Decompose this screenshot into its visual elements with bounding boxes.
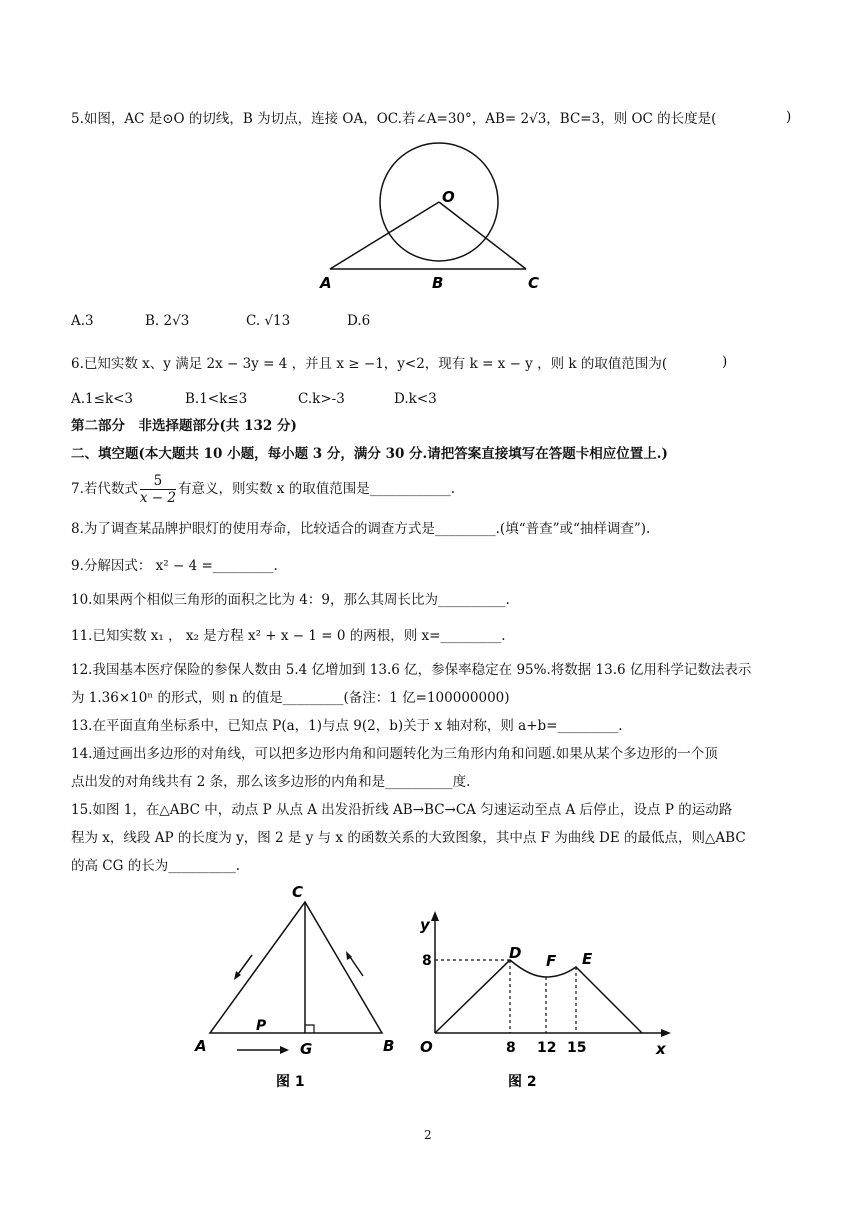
caption-fig2: 图 2: [508, 1074, 537, 1090]
label-b: B: [383, 1037, 395, 1055]
q11: 11.已知实数 x₁ ， x₂ 是方程 x² + x − 1 = 0 的两根，则 x=_________.: [71, 628, 506, 644]
q5-stem: 5.如图，AC 是⊙O 的切线，B 为切点，连接 OA，OC.若∠A=30°，AB= 2√3，BC=3，则 OC 的长度是(: [71, 111, 717, 127]
q6-stem: 6.已知实数 x、y 满足 2x − 3y = 4 ，并且 x ≥ −1，y<2，现有 k = x − y ，则 k 的取值范围为(: [71, 356, 668, 372]
q6-paren-close: ): [722, 354, 728, 370]
label-y: y: [420, 916, 430, 934]
label-a: A: [195, 1037, 207, 1055]
label-b: B: [432, 274, 444, 292]
tick-y8: 8: [422, 953, 432, 969]
q14-line-1: 14.通过画出多边形的对角线，可以把多边形内角和问题转化为三角形内角和问题.如果从某个多边形的一个顶: [71, 746, 718, 762]
y-axis-arrow: [431, 911, 439, 921]
q7-prefix: 7.若代数式: [71, 481, 138, 497]
label-f: F: [546, 952, 557, 970]
label-o: O: [442, 188, 455, 206]
tick-x8: 8: [506, 1040, 516, 1056]
label-x: x: [656, 1040, 666, 1058]
function-curve: [435, 960, 642, 1033]
q13: 13.在平面直角坐标系中，已知点 P(a，1)与点 9(2，b)关于 x 轴对称，则 a+b=_________.: [71, 718, 623, 734]
q5-option-b: B. 2√3: [145, 313, 190, 329]
page-number: 2: [424, 1128, 432, 1142]
q6-option-d: D.k<3: [394, 391, 437, 407]
q15-line-3: 的高 CG 的长为__________.: [71, 858, 240, 874]
q7-fraction: [140, 473, 176, 506]
triangle-abc: [210, 902, 382, 1033]
label-c: C: [528, 274, 540, 292]
q5-circle-figure: [316, 138, 546, 298]
label-c: C: [292, 883, 304, 901]
right-angle-mark: [305, 1025, 314, 1033]
q12-line-2: 为 1.36×10ⁿ 的形式，则 n 的值是_________(备注：1 亿=100000000): [71, 690, 510, 706]
q10: 10.如果两个相似三角形的面积之比为 4：9，那么其周长比为__________.: [71, 592, 510, 608]
label-p: P: [256, 1018, 267, 1034]
tick-x12: 12: [537, 1040, 557, 1056]
q5-option-c: C. √13: [246, 313, 291, 329]
x-axis-arrow: [661, 1029, 671, 1037]
fig1-triangle: [190, 880, 410, 1100]
caption-fig1: 图 1: [276, 1074, 305, 1090]
label-e: E: [582, 950, 593, 968]
q7-denominator: x − 2: [139, 490, 176, 506]
q8: 8.为了调查某品牌护眼灯的使用寿命，比较适合的调查方式是_________.(填“普查”或“抽样调查”).: [71, 521, 651, 537]
q9: 9.分解因式： x² − 4 =_________.: [71, 558, 278, 574]
part2-title: 第二部分 非选择题部分(共 132 分): [71, 418, 297, 434]
q5-paren-close: ): [786, 109, 792, 125]
q7-suffix: 有意义，则实数 x 的取值范围是____________.: [178, 481, 455, 497]
q7-numerator: 5: [140, 473, 176, 490]
q15-line-2: 程为 x，线段 AP 的长度为 y，图 2 是 y 与 x 的函数关系的大致图象，其中点 F 为曲线 DE 的最低点，则△ABC: [71, 830, 746, 846]
q6-option-b: B.1<k≤3: [185, 391, 248, 407]
arrow-bottom-head: [280, 1046, 289, 1054]
q6-option-c: C.k>-3: [298, 391, 345, 407]
q14-line-2: 点出发的对角线共有 2 条，那么该多边形的内角和是__________度.: [71, 774, 471, 790]
label-o: O: [420, 1038, 433, 1056]
label-d: D: [509, 944, 522, 962]
q6-option-a: A.1≤k<3: [71, 391, 134, 407]
label-g: G: [300, 1040, 313, 1058]
q12-line-1: 12.我国基本医疗保险的参保人数由 5.4 亿增加到 13.6 亿，参保率稳定在 95%.将数据 13.6 亿用科学记数法表示: [71, 662, 752, 678]
label-a: A: [320, 274, 332, 292]
q5-option-a: A.3: [71, 313, 94, 329]
tick-x15: 15: [567, 1040, 587, 1056]
q7: [71, 472, 455, 506]
section2-title: 二、填空题(本大题共 10 小题，每小题 3 分，满分 30 分.请把答案直接填写在答题卡相应位置上.): [71, 446, 668, 462]
fig2-graph: [412, 880, 682, 1100]
q15-line-1: 15.如图 1，在△ABC 中，动点 P 从点 A 出发沿折线 AB→BC→CA 匀速运动至点 A 后停止，设点 P 的运动路: [71, 802, 733, 818]
q5-option-d: D.6: [347, 313, 371, 329]
